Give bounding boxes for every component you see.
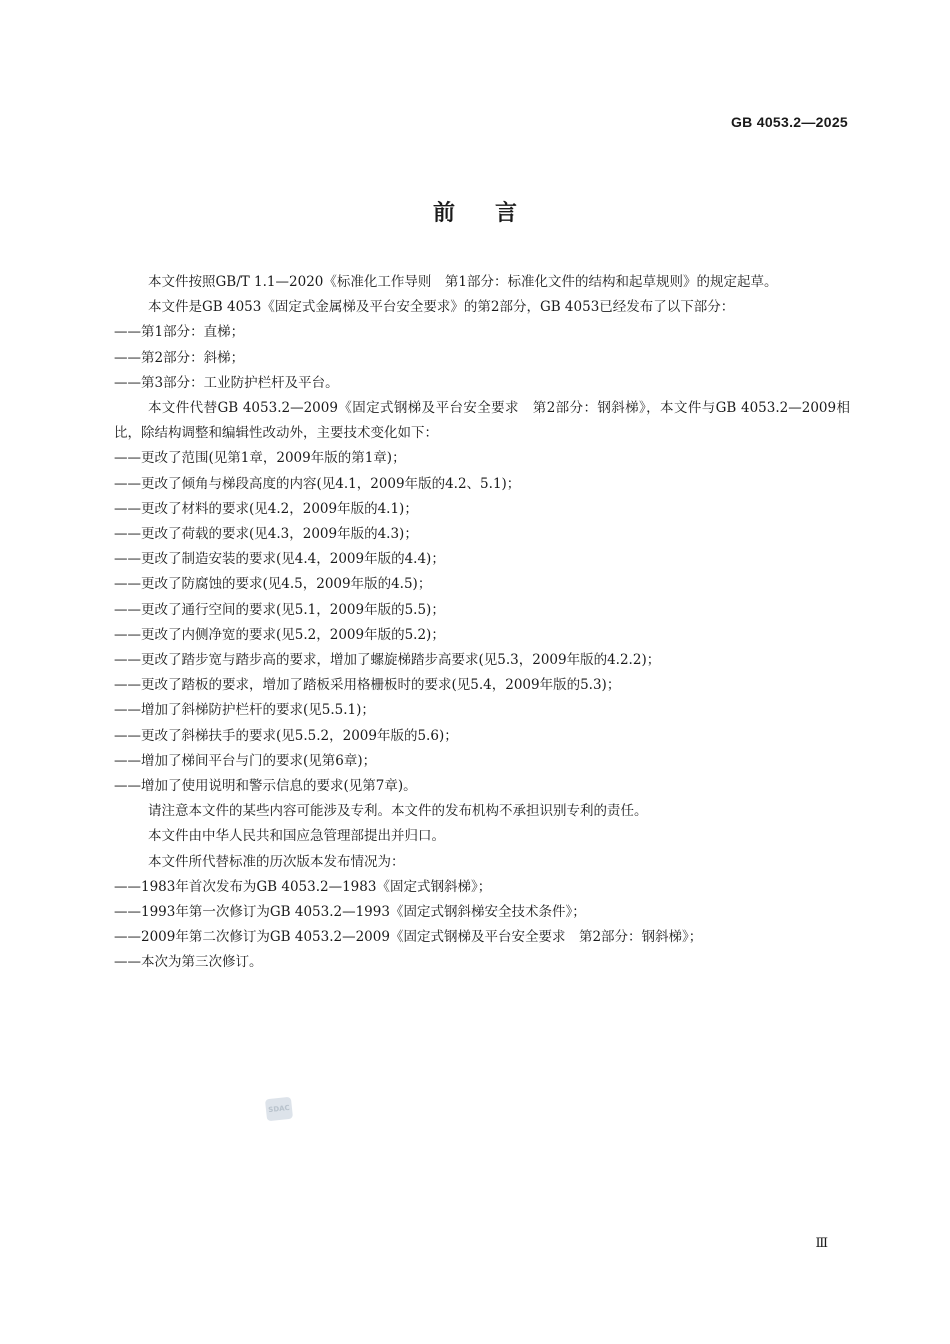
change-item: ——更改了荷载的要求(见4.3，2009年版的4.3)； (114, 526, 418, 543)
history-item: ——1993年第一次修订为GB 4053.2—1993《固定式钢斜梯安全技术条件》； (114, 904, 586, 921)
change-item: ——更改了内侧净宽的要求(见5.2，2009年版的5.2)； (114, 626, 445, 643)
change-item: ——更改了倾角与梯段高度的内容(见4.1，2009年版的4.2、5.1)； (114, 475, 521, 492)
change-item: ——增加了斜梯防护栏杆的要求(见5.5.1)； (114, 702, 375, 719)
page-title: 前言 (432, 201, 557, 226)
paragraph: 本文件是GB 4053《固定式金属梯及平台安全要求》的第2部分，GB 4053已经发布了以下部分： (148, 299, 735, 316)
replace-paragraph: 本文件代替GB 4053.2—2009《固定式钢梯及平台安全要求 第2部分：钢斜梯》，本文件与GB 4053.2—2009相比，除结构调整和编辑性改动外，主要技术变化如下： (114, 400, 850, 442)
note-paragraph: 本文件所代替标准的历次版本发布情况为： (148, 853, 405, 870)
change-item: ——更改了踏步宽与踏步高的要求，增加了螺旋梯踏步高要求(见5.3，2009年版的4.2.2)； (114, 652, 661, 669)
paragraph: 本文件按照GB/T 1.1—2020《标准化工作导则 第1部分：标准化文件的结构和起草规则》的规定起草。 (148, 274, 778, 290)
history-item: ——本次为第三次修订。 (114, 954, 263, 971)
document-body (114, 270, 850, 976)
history-item: ——2009年第二次修订为GB 4053.2—2009《固定式钢梯及平台安全要求 第2部分：钢斜梯》； (114, 929, 703, 946)
change-item: ——增加了梯间平台与门的要求(见第6章)； (114, 752, 377, 769)
sdac-watermark-logo: SDAC (265, 1097, 293, 1122)
change-item: ——更改了踏板的要求，增加了踏板采用格栅板时的要求(见5.4，2009年版的5.3)； (114, 677, 621, 694)
change-item: ——增加了使用说明和警示信息的要求(见第7章)。 (114, 778, 417, 795)
note-paragraph: 请注意本文件的某些内容可能涉及专利。本文件的发布机构不承担识别专利的责任。 (148, 803, 648, 820)
page-number: Ⅲ (815, 1236, 828, 1251)
parts-list-item: ——第2部分：斜梯； (114, 349, 245, 366)
parts-list-item: ——第3部分：工业防护栏杆及平台。 (114, 374, 339, 391)
history-item: ——1983年首次发布为GB 4053.2—1983《固定式钢斜梯》； (114, 878, 492, 895)
change-item: ——更改了斜梯扶手的要求(见5.5.2，2009年版的5.6)； (114, 727, 458, 744)
change-item: ——更改了制造安装的要求(见4.4，2009年版的4.4)； (114, 551, 445, 568)
change-item: ——更改了材料的要求(见4.2，2009年版的4.1)； (114, 500, 418, 517)
standard-code: GB 4053.2—2025 (730, 114, 848, 130)
parts-list-item: ——第1部分：直梯； (114, 324, 245, 341)
change-item: ——更改了防腐蚀的要求(见4.5，2009年版的4.5)； (114, 576, 432, 593)
change-item: ——更改了通行空间的要求(见5.1，2009年版的5.5)； (114, 601, 445, 618)
note-paragraph: 本文件由中华人民共和国应急管理部提出并归口。 (148, 828, 445, 845)
change-item: ——更改了范围(见第1章，2009年版的第1章)； (114, 450, 406, 467)
